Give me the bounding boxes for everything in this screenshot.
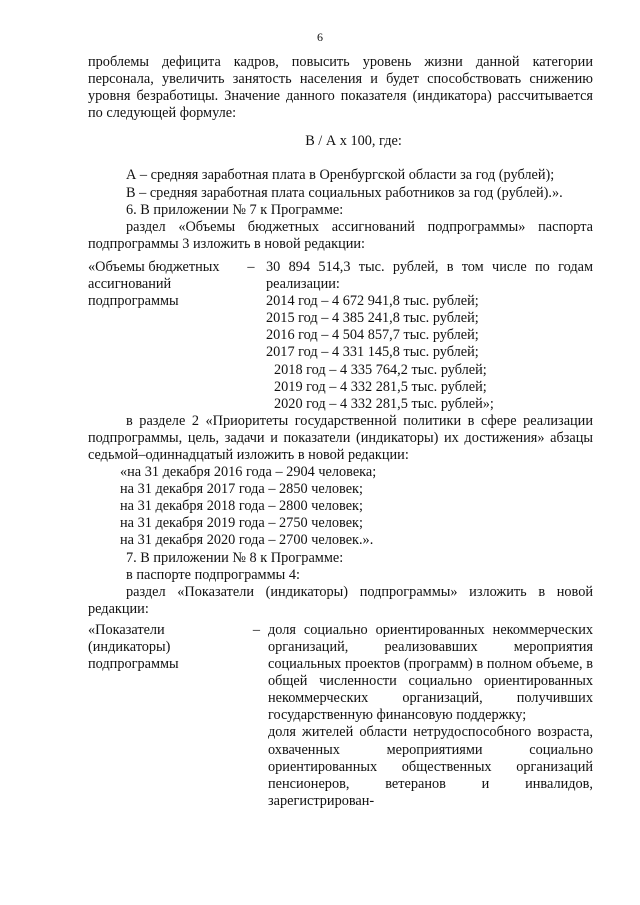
staff-line-2018: на 31 декабря 2018 года – 2800 человек; (120, 498, 363, 515)
item-6-heading: 6. В приложении № 7 к Программе: (126, 201, 344, 218)
definition-a: А – средняя заработная плата в Оренбургской области за год (рублей); (126, 167, 555, 184)
budget-year-2016: 2016 год – 4 504 857,7 тыс. рублей; (266, 327, 479, 344)
indicators-section-instruction: раздел «Показатели (индикаторы) подпрограммы» изложить в новой редакции: (88, 583, 593, 617)
budget-passport-table (88, 259, 593, 413)
staff-line-2016: «на 31 декабря 2016 года – 2904 человека; (120, 464, 377, 481)
budget-year-2015: 2015 год – 4 385 241,8 тыс. рублей; (266, 310, 479, 327)
indicators-label: «Показатели (индикаторы) подпрограммы (88, 621, 179, 673)
indicators-dash: – (252, 621, 260, 638)
page-number: 6 (317, 30, 323, 44)
intro-paragraph: проблемы дефицита кадров, повысить уровень жизни данной категории персонала, увеличить занятость населения и будет способствовать снижению уровня безработицы. Значение данного показателя (индикатора) рассчитывается по следующей формуле: (88, 54, 593, 122)
budget-label: «Объемы бюджетных ассигнований подпрограммы (88, 258, 220, 310)
page-content (88, 54, 593, 810)
budget-year-2014: 2014 год – 4 672 941,8 тыс. рублей; (266, 293, 479, 310)
staff-line-2017: на 31 декабря 2017 года – 2850 человек; (120, 481, 363, 498)
item-7-heading: 7. В приложении № 8 к Программе: (126, 549, 344, 566)
budget-dash: – (247, 258, 255, 275)
budget-total: 30 894 514,3 тыс. рублей, в том числе по годам реализации: (266, 258, 593, 293)
budget-year-2018: 2018 год – 4 335 764,2 тыс. рублей; (274, 361, 487, 378)
budget-year-2017: 2017 год – 4 331 145,8 тыс. рублей; (266, 344, 479, 361)
passport-4-heading: в паспорте подпрограммы 4: (126, 566, 300, 583)
indicator-item: доля жителей области нетрудоспособного возраста, охваченных мероприятиями социально ориентированных общественных организаций пенсионеров, ветеранов и инвалидов, зарегистрирован- (268, 724, 593, 809)
budget-values (266, 259, 593, 413)
budget-section-instruction: раздел «Объемы бюджетных ассигнований подпрограммы» паспорта подпрограммы 3 изложить в новой редакции: (88, 218, 593, 252)
formula: В / А х 100, где: (305, 133, 402, 150)
budget-year-2019: 2019 год – 4 332 281,5 тыс. рублей; (274, 378, 487, 395)
indicators-passport-table (88, 622, 593, 810)
indicators-values (268, 622, 593, 810)
indicator-item: доля социально ориентированных некоммерческих организаций, реализовавших мероприятия социальных проектов (программ) в полном объеме, в общей численности социально ориентированных некоммерческих организаций, получивших государственную финансовую поддержку; (268, 621, 593, 724)
staff-line-2020: на 31 декабря 2020 года – 2700 человек.». (120, 532, 374, 549)
section-2-paragraph: в разделе 2 «Приоритеты государственной политики в сфере реализации подпрограммы, цель, задачи и показатели (индикаторы) их достижения» абзацы седьмой–одиннадцатый изложить в новой редакции: (88, 412, 593, 463)
budget-year-2020: 2020 год – 4 332 281,5 тыс. рублей»; (274, 395, 494, 412)
staff-line-2019: на 31 декабря 2019 года – 2750 человек; (120, 515, 363, 532)
definition-b: В – средняя заработная плата социальных работников за год (рублей).». (126, 184, 563, 201)
